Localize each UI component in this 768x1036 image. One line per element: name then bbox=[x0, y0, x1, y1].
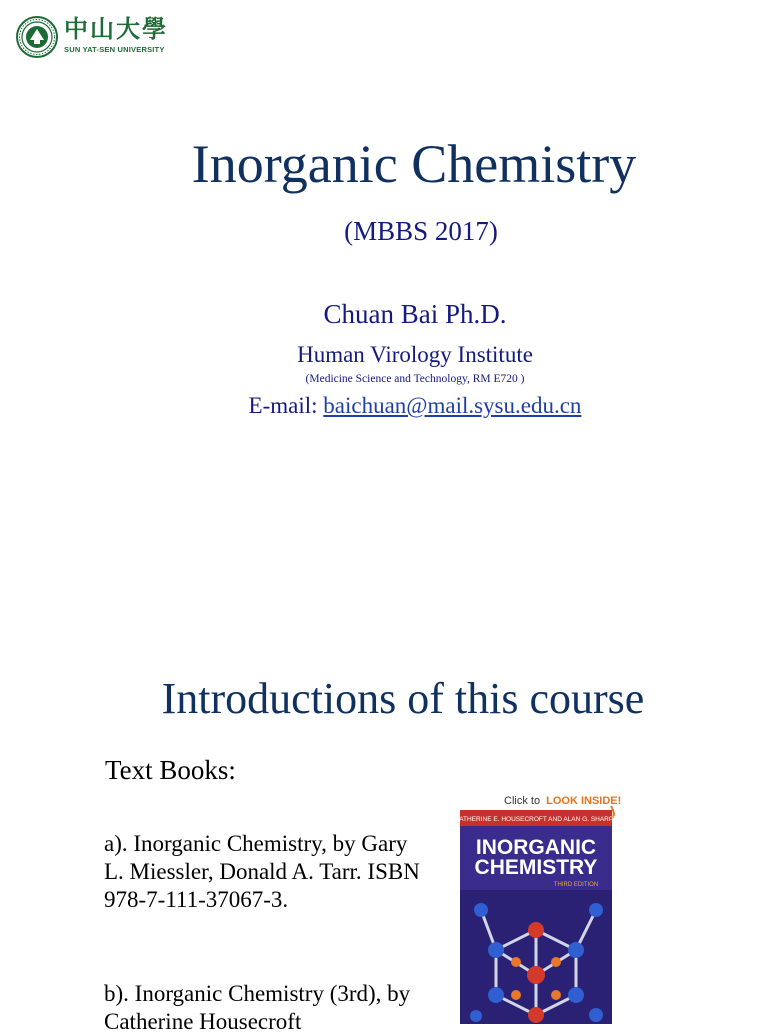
banner-emphasis: LOOK INSIDE! bbox=[546, 795, 622, 807]
banner-prefix: Click to bbox=[504, 795, 541, 807]
email-line bbox=[0, 391, 768, 421]
course-intro-slide bbox=[0, 640, 768, 1034]
cover-title-line1: INORGANIC bbox=[475, 836, 597, 859]
molecule-illustration bbox=[460, 890, 612, 1024]
institute-name: Human Virology Institute bbox=[297, 342, 533, 367]
email-label: E-mail: bbox=[248, 393, 318, 418]
university-seal-icon bbox=[16, 16, 58, 58]
slide-title: Inorganic Chemistry bbox=[191, 134, 637, 194]
cover-authors: CATHERINE E. HOUSECROFT AND ALAN G. SHARPE bbox=[456, 816, 618, 823]
cover-title-line2: CHEMISTRY bbox=[474, 856, 598, 879]
book-cover-image bbox=[456, 790, 628, 1024]
slide-heading: Introductions of this course bbox=[161, 674, 645, 723]
office-address: (Medicine Science and Technology, RM E720 ) bbox=[305, 373, 525, 385]
book-entry-a: a). Inorganic Chemistry, by Gary L. Miessler, Donald A. Tarr. ISBN 978-7-111-37067-3. bbox=[104, 831, 420, 912]
university-name-chinese: 中山大學 bbox=[64, 15, 168, 43]
slide-subtitle: (MBBS 2017) bbox=[344, 216, 498, 246]
university-name-english: SUN YAT-SEN UNIVERSITY bbox=[64, 45, 165, 54]
author-name: Chuan Bai Ph.D. bbox=[323, 299, 507, 329]
text-books-label: Text Books: bbox=[105, 755, 236, 785]
look-inside-banner[interactable] bbox=[504, 795, 621, 807]
cover-edition: THIRD EDITION bbox=[553, 882, 599, 888]
book-cover[interactable] bbox=[456, 790, 628, 1024]
university-logo bbox=[16, 14, 166, 60]
email-link[interactable]: baichuan@mail.sysu.edu.cn bbox=[323, 393, 582, 418]
book-entry-b: b). Inorganic Chemistry (3rd), by Catherine Housecroft bbox=[104, 981, 411, 1034]
